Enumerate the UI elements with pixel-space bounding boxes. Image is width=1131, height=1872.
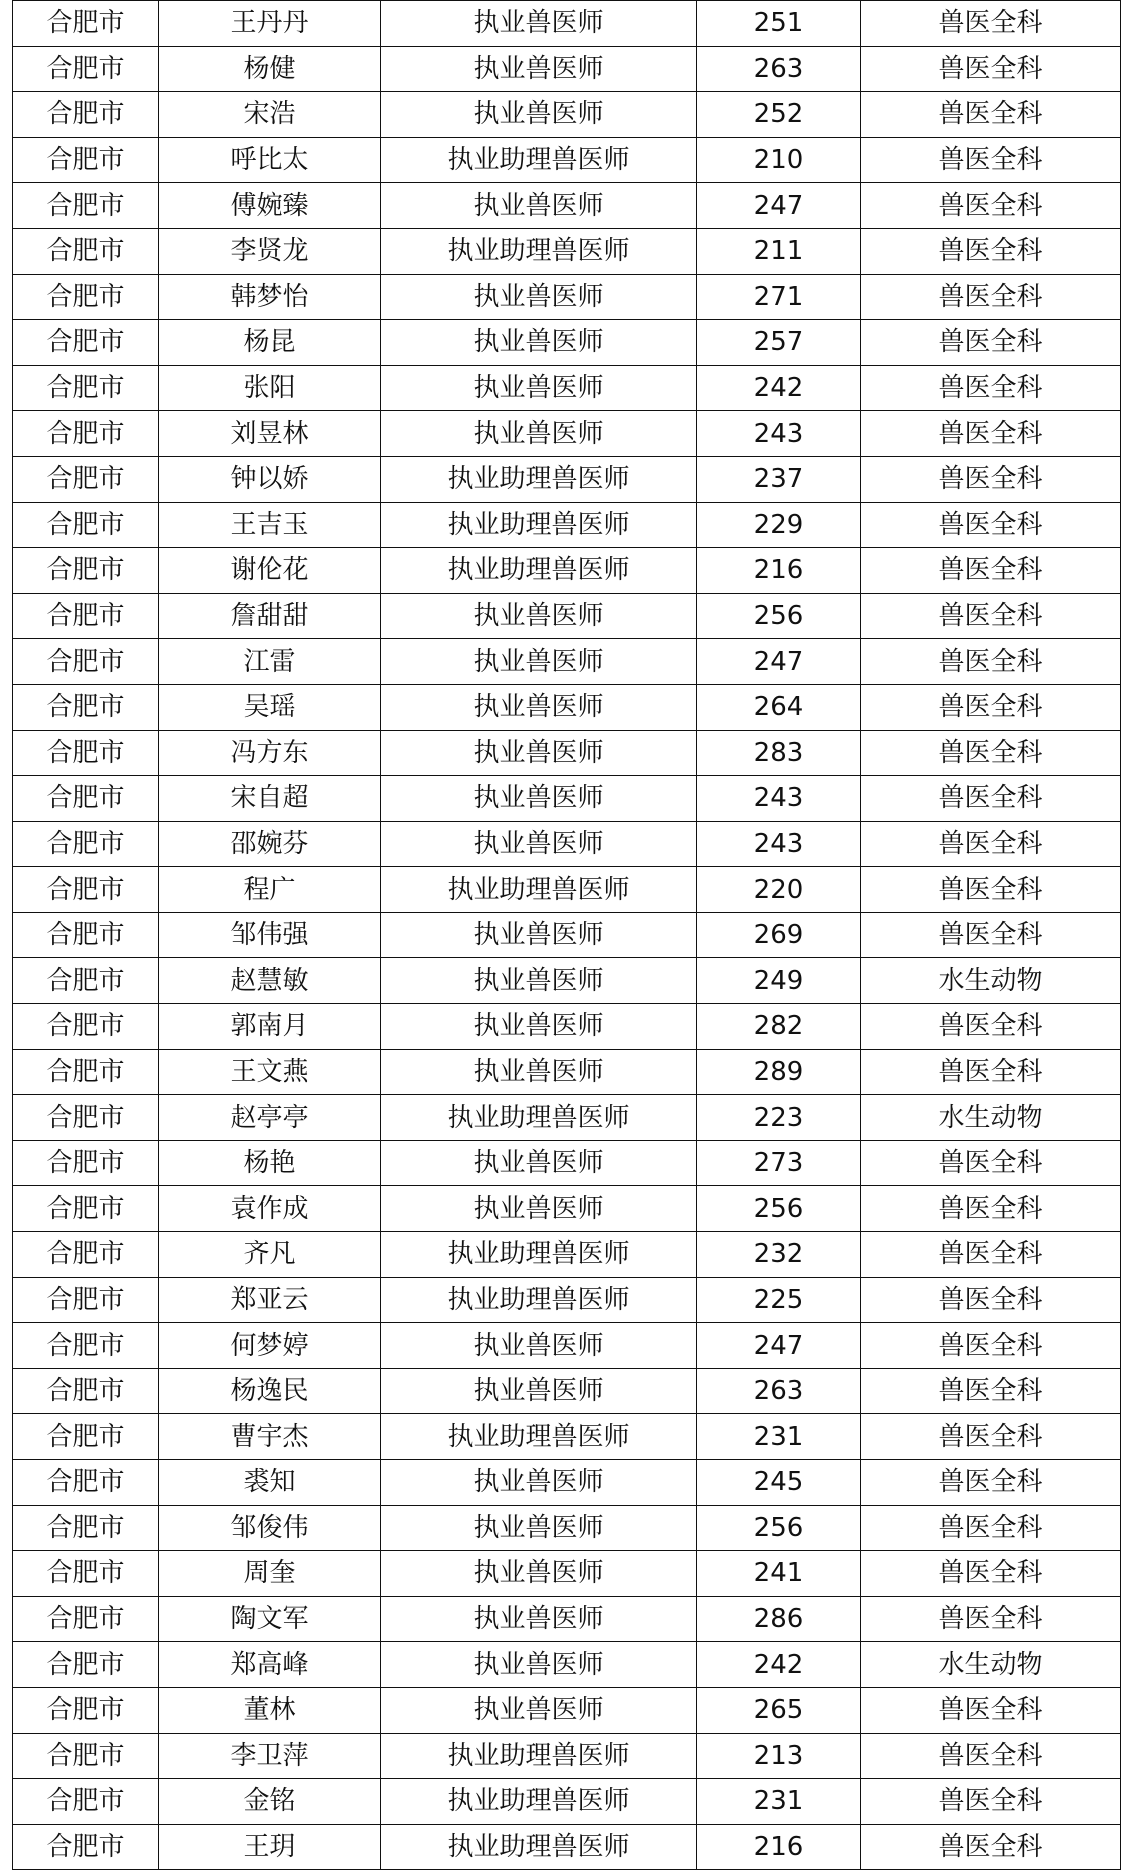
name-cell: 傅婉臻 [159, 183, 381, 229]
table-row [13, 730, 1121, 776]
score-cell: 263 [697, 1368, 861, 1414]
table-row [13, 548, 1121, 594]
score-cell: 256 [697, 593, 861, 639]
city-cell: 合肥市 [13, 228, 159, 274]
city-cell: 合肥市 [13, 46, 159, 92]
name-cell: 金铭 [159, 1779, 381, 1825]
city-cell: 合肥市 [13, 1368, 159, 1414]
score-cell: 229 [697, 502, 861, 548]
qualification-cell: 执业助理兽医师 [381, 1824, 697, 1870]
name-cell: 王玥 [159, 1824, 381, 1870]
city-cell: 合肥市 [13, 1140, 159, 1186]
table-row [13, 365, 1121, 411]
city-cell: 合肥市 [13, 593, 159, 639]
score-cell: 247 [697, 639, 861, 685]
city-cell: 合肥市 [13, 502, 159, 548]
score-cell: 216 [697, 1824, 861, 1870]
qualification-cell: 执业兽医师 [381, 274, 697, 320]
category-cell: 兽医全科 [861, 776, 1121, 822]
score-cell: 256 [697, 1186, 861, 1232]
qualification-cell: 执业助理兽医师 [381, 137, 697, 183]
name-cell: 裘知 [159, 1460, 381, 1506]
name-cell: 王丹丹 [159, 1, 381, 47]
table-row [13, 1596, 1121, 1642]
qualification-cell: 执业兽医师 [381, 183, 697, 229]
qualification-cell: 执业兽医师 [381, 1551, 697, 1597]
table-row [13, 92, 1121, 138]
qualification-cell: 执业兽医师 [381, 1004, 697, 1050]
city-cell: 合肥市 [13, 1733, 159, 1779]
table-row [13, 46, 1121, 92]
category-cell: 兽医全科 [861, 912, 1121, 958]
category-cell: 兽医全科 [861, 1596, 1121, 1642]
score-cell: 257 [697, 320, 861, 366]
category-cell: 兽医全科 [861, 92, 1121, 138]
name-cell: 谢伦花 [159, 548, 381, 594]
name-cell: 吴瑶 [159, 684, 381, 730]
category-cell: 兽医全科 [861, 320, 1121, 366]
score-cell: 231 [697, 1414, 861, 1460]
category-cell: 兽医全科 [861, 593, 1121, 639]
table-row [13, 320, 1121, 366]
table-row [13, 1232, 1121, 1278]
score-cell: 282 [697, 1004, 861, 1050]
name-cell: 袁作成 [159, 1186, 381, 1232]
score-cell: 220 [697, 867, 861, 913]
city-cell: 合肥市 [13, 1596, 159, 1642]
score-cell: 231 [697, 1779, 861, 1825]
city-cell: 合肥市 [13, 92, 159, 138]
name-cell: 杨健 [159, 46, 381, 92]
city-cell: 合肥市 [13, 1687, 159, 1733]
name-cell: 陶文军 [159, 1596, 381, 1642]
qualification-cell: 执业兽医师 [381, 639, 697, 685]
name-cell: 赵慧敏 [159, 958, 381, 1004]
category-cell: 兽医全科 [861, 1414, 1121, 1460]
category-cell: 兽医全科 [861, 502, 1121, 548]
name-cell: 宋浩 [159, 92, 381, 138]
category-cell: 兽医全科 [861, 1323, 1121, 1369]
table-row [13, 183, 1121, 229]
qualification-cell: 执业兽医师 [381, 1505, 697, 1551]
score-cell: 264 [697, 684, 861, 730]
qualification-cell: 执业助理兽医师 [381, 1779, 697, 1825]
table-row [13, 502, 1121, 548]
qualification-cell: 执业助理兽医师 [381, 228, 697, 274]
name-cell: 邵婉芬 [159, 821, 381, 867]
qualification-cell: 执业兽医师 [381, 1368, 697, 1414]
category-cell: 兽医全科 [861, 1049, 1121, 1095]
name-cell: 呼比太 [159, 137, 381, 183]
city-cell: 合肥市 [13, 1642, 159, 1688]
name-cell: 曹宇杰 [159, 1414, 381, 1460]
score-cell: 232 [697, 1232, 861, 1278]
category-cell: 兽医全科 [861, 274, 1121, 320]
category-cell: 兽医全科 [861, 1687, 1121, 1733]
category-cell: 水生动物 [861, 958, 1121, 1004]
name-cell: 李卫萍 [159, 1733, 381, 1779]
qualification-cell: 执业助理兽医师 [381, 1733, 697, 1779]
table-row [13, 1824, 1121, 1870]
city-cell: 合肥市 [13, 1049, 159, 1095]
qualification-cell: 执业兽医师 [381, 958, 697, 1004]
city-cell: 合肥市 [13, 867, 159, 913]
qualification-cell: 执业兽医师 [381, 1049, 697, 1095]
name-cell: 王吉玉 [159, 502, 381, 548]
score-cell: 210 [697, 137, 861, 183]
score-cell: 225 [697, 1277, 861, 1323]
category-cell: 兽医全科 [861, 1551, 1121, 1597]
city-cell: 合肥市 [13, 1414, 159, 1460]
score-cell: 283 [697, 730, 861, 776]
category-cell: 兽医全科 [861, 1004, 1121, 1050]
score-cell: 265 [697, 1687, 861, 1733]
city-cell: 合肥市 [13, 776, 159, 822]
score-cell: 269 [697, 912, 861, 958]
city-cell: 合肥市 [13, 821, 159, 867]
score-cell: 211 [697, 228, 861, 274]
city-cell: 合肥市 [13, 1232, 159, 1278]
table-row [13, 1551, 1121, 1597]
results-sheet [12, 0, 1120, 1870]
name-cell: 宋自超 [159, 776, 381, 822]
city-cell: 合肥市 [13, 639, 159, 685]
qualification-cell: 执业兽医师 [381, 1, 697, 47]
qualification-cell: 执业兽医师 [381, 821, 697, 867]
city-cell: 合肥市 [13, 411, 159, 457]
score-cell: 243 [697, 411, 861, 457]
city-cell: 合肥市 [13, 912, 159, 958]
table-row [13, 776, 1121, 822]
name-cell: 郭南月 [159, 1004, 381, 1050]
city-cell: 合肥市 [13, 1779, 159, 1825]
table-row [13, 274, 1121, 320]
results-table [12, 0, 1121, 1870]
qualification-cell: 执业兽医师 [381, 730, 697, 776]
score-cell: 243 [697, 776, 861, 822]
table-row [13, 1460, 1121, 1506]
category-cell: 兽医全科 [861, 821, 1121, 867]
city-cell: 合肥市 [13, 365, 159, 411]
table-body [13, 1, 1121, 1870]
category-cell: 兽医全科 [861, 46, 1121, 92]
qualification-cell: 执业兽医师 [381, 365, 697, 411]
qualification-cell: 执业兽医师 [381, 92, 697, 138]
category-cell: 兽医全科 [861, 1, 1121, 47]
category-cell: 兽医全科 [861, 730, 1121, 776]
category-cell: 兽医全科 [861, 183, 1121, 229]
name-cell: 詹甜甜 [159, 593, 381, 639]
table-row [13, 1323, 1121, 1369]
score-cell: 223 [697, 1095, 861, 1141]
name-cell: 周奎 [159, 1551, 381, 1597]
score-cell: 245 [697, 1460, 861, 1506]
name-cell: 韩梦怡 [159, 274, 381, 320]
city-cell: 合肥市 [13, 730, 159, 776]
category-cell: 兽医全科 [861, 1232, 1121, 1278]
city-cell: 合肥市 [13, 548, 159, 594]
name-cell: 张阳 [159, 365, 381, 411]
name-cell: 钟以娇 [159, 456, 381, 502]
qualification-cell: 执业助理兽医师 [381, 502, 697, 548]
category-cell: 兽医全科 [861, 1824, 1121, 1870]
score-cell: 263 [697, 46, 861, 92]
category-cell: 兽医全科 [861, 228, 1121, 274]
score-cell: 242 [697, 1642, 861, 1688]
qualification-cell: 执业兽医师 [381, 1186, 697, 1232]
qualification-cell: 执业助理兽医师 [381, 867, 697, 913]
qualification-cell: 执业兽医师 [381, 411, 697, 457]
city-cell: 合肥市 [13, 1004, 159, 1050]
table-row [13, 1, 1121, 47]
name-cell: 杨昆 [159, 320, 381, 366]
qualification-cell: 执业助理兽医师 [381, 1095, 697, 1141]
table-row [13, 1186, 1121, 1232]
qualification-cell: 执业助理兽医师 [381, 1277, 697, 1323]
qualification-cell: 执业助理兽医师 [381, 456, 697, 502]
score-cell: 273 [697, 1140, 861, 1186]
category-cell: 兽医全科 [861, 1186, 1121, 1232]
qualification-cell: 执业兽医师 [381, 320, 697, 366]
name-cell: 冯方东 [159, 730, 381, 776]
category-cell: 兽医全科 [861, 1140, 1121, 1186]
name-cell: 江雷 [159, 639, 381, 685]
name-cell: 郑亚云 [159, 1277, 381, 1323]
table-row [13, 1095, 1121, 1141]
table-row [13, 1004, 1121, 1050]
score-cell: 242 [697, 365, 861, 411]
name-cell: 赵亭亭 [159, 1095, 381, 1141]
city-cell: 合肥市 [13, 456, 159, 502]
city-cell: 合肥市 [13, 1551, 159, 1597]
city-cell: 合肥市 [13, 1460, 159, 1506]
table-row [13, 867, 1121, 913]
table-row [13, 1277, 1121, 1323]
table-row [13, 684, 1121, 730]
category-cell: 兽医全科 [861, 1733, 1121, 1779]
table-row [13, 137, 1121, 183]
table-row [13, 456, 1121, 502]
name-cell: 王文燕 [159, 1049, 381, 1095]
table-row [13, 1414, 1121, 1460]
city-cell: 合肥市 [13, 1, 159, 47]
score-cell: 237 [697, 456, 861, 502]
name-cell: 刘昱林 [159, 411, 381, 457]
score-cell: 247 [697, 183, 861, 229]
city-cell: 合肥市 [13, 1824, 159, 1870]
city-cell: 合肥市 [13, 684, 159, 730]
table-row [13, 1733, 1121, 1779]
table-row [13, 958, 1121, 1004]
city-cell: 合肥市 [13, 1277, 159, 1323]
score-cell: 243 [697, 821, 861, 867]
score-cell: 251 [697, 1, 861, 47]
qualification-cell: 执业兽医师 [381, 1140, 697, 1186]
name-cell: 郑高峰 [159, 1642, 381, 1688]
category-cell: 兽医全科 [861, 137, 1121, 183]
category-cell: 兽医全科 [861, 1277, 1121, 1323]
category-cell: 兽医全科 [861, 1779, 1121, 1825]
qualification-cell: 执业兽医师 [381, 1323, 697, 1369]
city-cell: 合肥市 [13, 1186, 159, 1232]
table-row [13, 228, 1121, 274]
category-cell: 兽医全科 [861, 1368, 1121, 1414]
city-cell: 合肥市 [13, 137, 159, 183]
name-cell: 杨艳 [159, 1140, 381, 1186]
category-cell: 水生动物 [861, 1642, 1121, 1688]
table-row [13, 912, 1121, 958]
score-cell: 252 [697, 92, 861, 138]
category-cell: 兽医全科 [861, 639, 1121, 685]
table-row [13, 821, 1121, 867]
table-row [13, 1368, 1121, 1414]
category-cell: 兽医全科 [861, 1460, 1121, 1506]
name-cell: 程广 [159, 867, 381, 913]
category-cell: 兽医全科 [861, 1505, 1121, 1551]
name-cell: 邹俊伟 [159, 1505, 381, 1551]
category-cell: 水生动物 [861, 1095, 1121, 1141]
qualification-cell: 执业助理兽医师 [381, 548, 697, 594]
table-row [13, 1642, 1121, 1688]
category-cell: 兽医全科 [861, 548, 1121, 594]
qualification-cell: 执业兽医师 [381, 776, 697, 822]
table-row [13, 411, 1121, 457]
qualification-cell: 执业兽医师 [381, 912, 697, 958]
name-cell: 董林 [159, 1687, 381, 1733]
qualification-cell: 执业兽医师 [381, 46, 697, 92]
city-cell: 合肥市 [13, 1095, 159, 1141]
qualification-cell: 执业兽医师 [381, 593, 697, 639]
category-cell: 兽医全科 [861, 867, 1121, 913]
name-cell: 邹伟强 [159, 912, 381, 958]
name-cell: 何梦婷 [159, 1323, 381, 1369]
qualification-cell: 执业兽医师 [381, 1642, 697, 1688]
category-cell: 兽医全科 [861, 456, 1121, 502]
score-cell: 247 [697, 1323, 861, 1369]
score-cell: 286 [697, 1596, 861, 1642]
city-cell: 合肥市 [13, 183, 159, 229]
qualification-cell: 执业兽医师 [381, 1596, 697, 1642]
table-row [13, 1779, 1121, 1825]
city-cell: 合肥市 [13, 1323, 159, 1369]
score-cell: 213 [697, 1733, 861, 1779]
table-row [13, 593, 1121, 639]
score-cell: 241 [697, 1551, 861, 1597]
name-cell: 杨逸民 [159, 1368, 381, 1414]
qualification-cell: 执业兽医师 [381, 684, 697, 730]
city-cell: 合肥市 [13, 320, 159, 366]
table-row [13, 1505, 1121, 1551]
table-row [13, 1049, 1121, 1095]
name-cell: 齐凡 [159, 1232, 381, 1278]
city-cell: 合肥市 [13, 1505, 159, 1551]
qualification-cell: 执业兽医师 [381, 1460, 697, 1506]
table-row [13, 1140, 1121, 1186]
score-cell: 271 [697, 274, 861, 320]
qualification-cell: 执业兽医师 [381, 1687, 697, 1733]
qualification-cell: 执业助理兽医师 [381, 1232, 697, 1278]
city-cell: 合肥市 [13, 274, 159, 320]
score-cell: 249 [697, 958, 861, 1004]
city-cell: 合肥市 [13, 958, 159, 1004]
table-row [13, 639, 1121, 685]
qualification-cell: 执业助理兽医师 [381, 1414, 697, 1460]
score-cell: 289 [697, 1049, 861, 1095]
category-cell: 兽医全科 [861, 365, 1121, 411]
name-cell: 李贤龙 [159, 228, 381, 274]
table-row [13, 1687, 1121, 1733]
category-cell: 兽医全科 [861, 684, 1121, 730]
score-cell: 216 [697, 548, 861, 594]
score-cell: 256 [697, 1505, 861, 1551]
category-cell: 兽医全科 [861, 411, 1121, 457]
